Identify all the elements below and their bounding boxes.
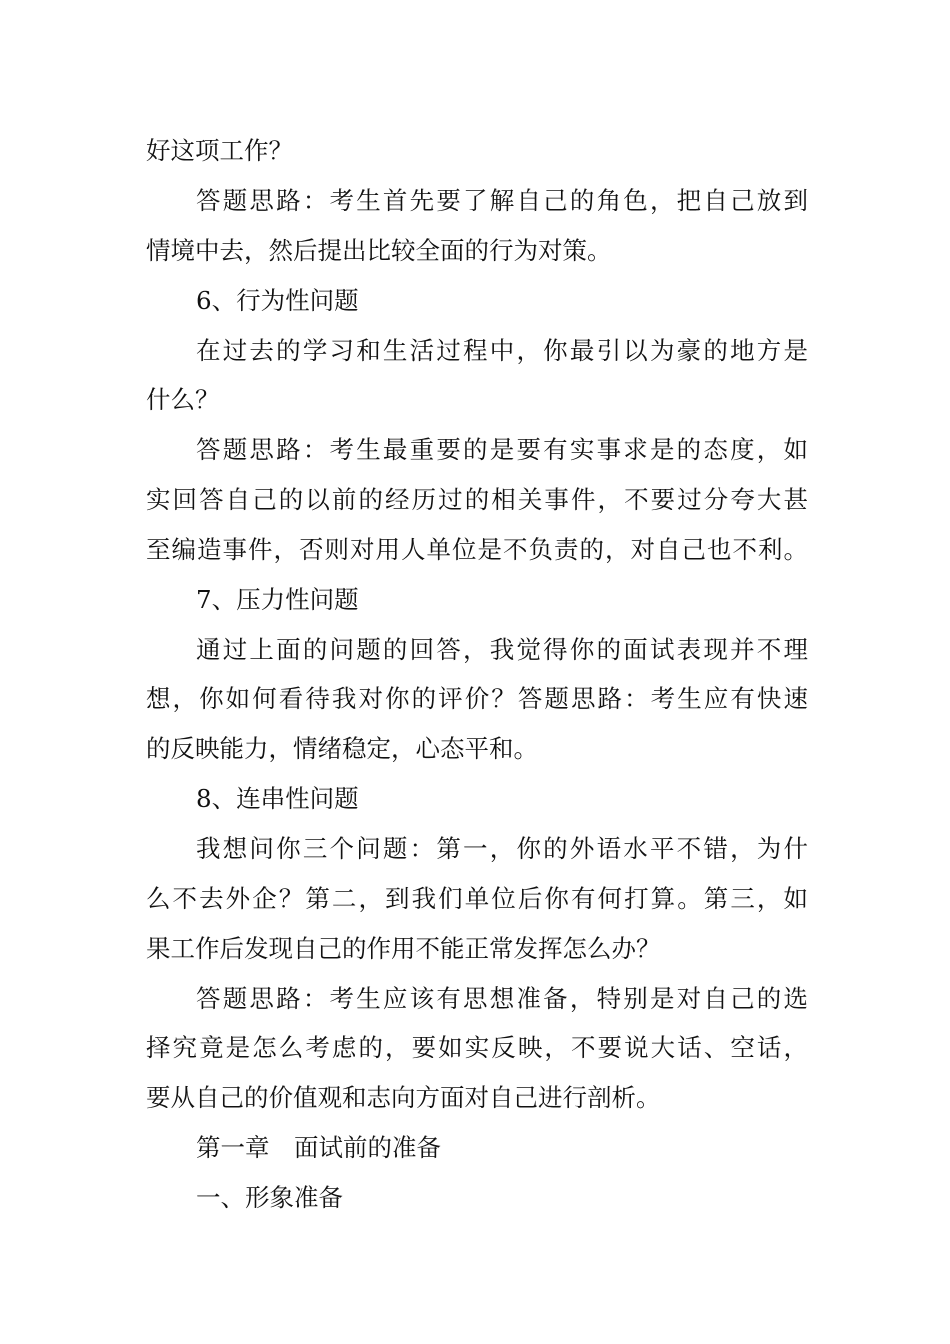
text-line: 通过上面的问题的回答，我觉得你的面试表现并不理: [196, 635, 808, 664]
section-heading: 7、压力性问题: [196, 585, 359, 614]
text-line: 果工作后发现自己的作用不能正常发挥怎么办？: [146, 934, 661, 963]
section-heading: 6、行为性问题: [196, 286, 359, 315]
text-line: 好这项工作？: [146, 136, 293, 165]
text-line: 择究竟是怎么考虑的，要如实反映，不要说大话、空话，: [146, 1033, 808, 1062]
text-line: 想，你如何看待我对你的评价？答题思路：考生应有快速: [146, 684, 808, 713]
text-line: 答题思路：考生最重要的是要有实事求是的态度，如: [196, 435, 808, 464]
text-line: 答题思路：考生首先要了解自己的角色，把自己放到: [196, 186, 808, 215]
text-line: 么不去外企？第二，到我们单位后你有何打算。第三，如: [146, 884, 808, 913]
text-line: 情境中去，然后提出比较全面的行为对策。: [146, 236, 612, 265]
text-line: 要从自己的价值观和志向方面对自己进行剖析。: [146, 1083, 661, 1112]
text-line: 在过去的学习和生活过程中，你最引以为豪的地方是: [196, 336, 808, 365]
text-line: 答题思路：考生应该有思想准备，特别是对自己的选: [196, 984, 808, 1013]
text-line: 什么？: [146, 385, 220, 414]
text-line: 我想问你三个问题：第一，你的外语水平不错，为什: [196, 834, 808, 863]
section-heading: 8、连串性问题: [196, 784, 359, 813]
section-heading: 一、形象准备: [196, 1183, 343, 1212]
text-line: 实回答自己的以前的经历过的相关事件，不要过分夸大甚: [146, 485, 808, 514]
chapter-heading: 第一章 面试前的准备: [196, 1133, 441, 1162]
text-line: 的反映能力，情绪稳定，心态平和。: [146, 734, 538, 763]
text-line: 至编造事件，否则对用人单位是不负责的，对自己也不利。: [146, 535, 808, 564]
